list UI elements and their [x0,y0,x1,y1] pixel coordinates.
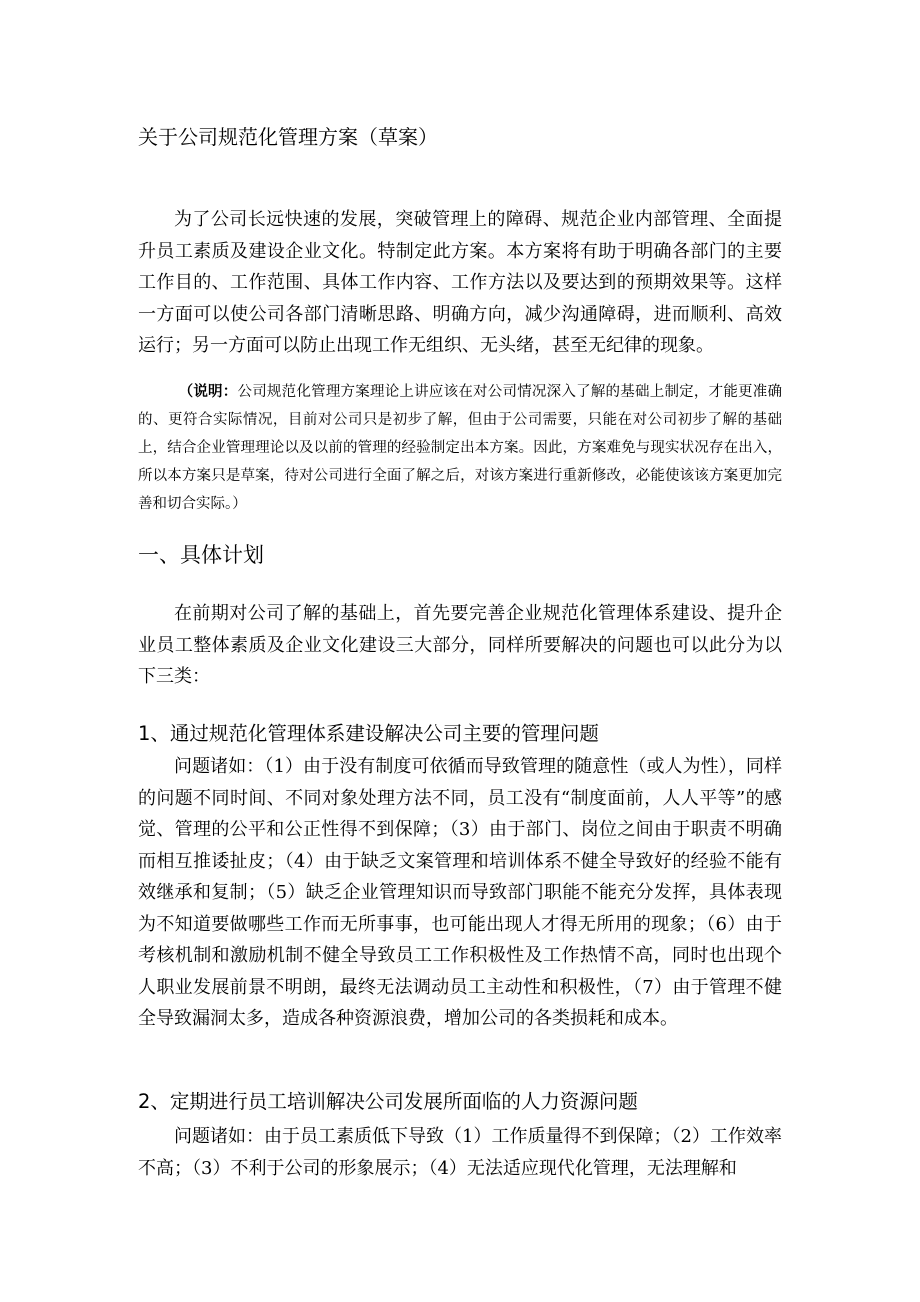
note-paragraph [138,378,782,518]
document-title: 关于公司规范化管理方案（草案） [138,125,438,149]
item2-heading: 2、定期进行员工培训解决公司发展所面临的人力资源问题 [138,1090,638,1113]
intro-paragraph: 为了公司长远快速的发展，突破管理上的障碍、规范企业内部管理、全面提升员工素质及建设企业文化。特制定此方案。本方案将有助于明确各部门的主要工作目的、工作范围、具体工作内容、工作方法以及要达到的预期效果等。这样一方面可以使公司各部门清晰思路、明确方向，减少沟通障碍，进而顺利、高效运行；另一方面可以防止出现工作无组织、无头绪，甚至无纪律的现象。 [138,209,782,356]
item1-paragraph: 问题诸如：（1）由于没有制度可依循而导致管理的随意性（或人为性），同样的问题不同时间、不同对象处理方法不同，员工没有“制度面前，人人平等”的感觉、管理的公平和公正性得不到保障；（3）由于部门、岗位之间由于职责不明确而相互推诿扯皮；（4）由于缺乏文案管理和培训体系不健全导致好的经验不能有效继承和复制；（5）缺乏企业管理知识而导致部门职能不能充分发挥，具体表现为不知道要做哪些工作而无所事事，也可能出现人才得无所用的现象；（6）由于考核机制和激励机制不健全导致员工工作积极性及工作热情不高，同时也出现个人职业发展前景不明朗，最终无法调动员工主动性和积极性，（7）由于管理不健全导致漏洞太多，造成各种资源浪费，增加公司的各类损耗和成本。 [138,756,782,1029]
plan-paragraph: 在前期对公司了解的基础上，首先要完善企业规范化管理体系建设、提升企业员工整体素质及企业文化建设三大部分，同样所要解决的问题也可以此分为以下三类： [138,603,782,687]
note-label: （说明： [178,383,238,400]
note-text: 公司规范化管理方案理论上讲应该在对公司情况深入了解的基础上制定，才能更准确的、更符合实际情况，目前对公司只是初步了解，但由于公司需要，只能在对公司初步了解的基础上，结合企业管理理论以及以前的管理的经验制定出本方案。因此，方案难免与现实状况存在出入，所以本方案只是草案，待对公司进行全面了解之后，对该方案进行重新修改，必能使该该方案更加完善和切合实际。） [138,384,782,512]
item2-paragraph: 问题诸如：由于员工素质低下导致（1）工作质量得不到保障；（2）工作效率不高；（3）不利于公司的形象展示；（4）无法适应现代化管理，无法理解和 [138,1126,782,1179]
section-heading-plan: 一、具体计划 [138,543,264,567]
item1-heading: 1、通过规范化管理体系建设解决公司主要的管理问题 [138,722,599,745]
